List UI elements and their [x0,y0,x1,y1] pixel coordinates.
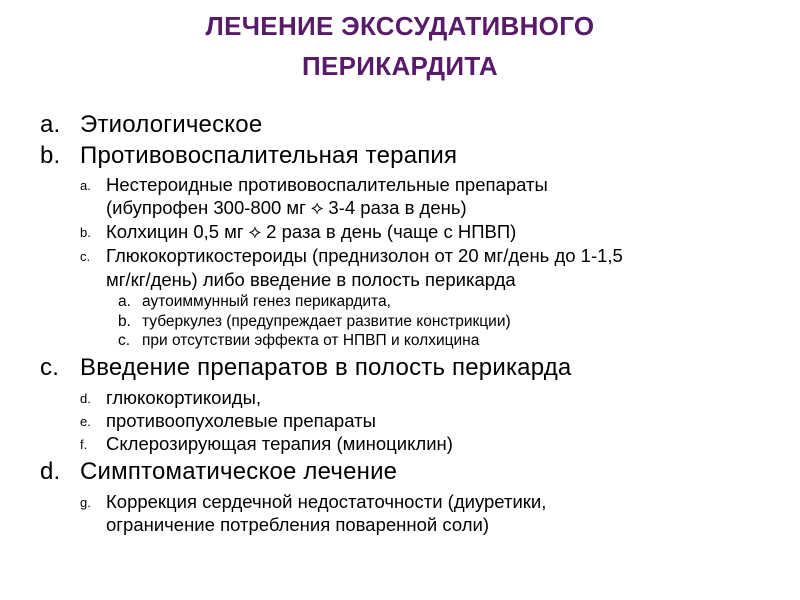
list-marker: f. [80,437,88,452]
list-marker: a. [40,111,61,138]
list-item-b-c [80,244,623,269]
list-item-text: Симптоматическое лечение [80,458,398,485]
list-item-b-a [80,173,548,198]
list-item-text: Противовоспалительная терапия [80,142,458,169]
list-item-b-c-continued: мг/кг/день) либо введение в полость перикарда [106,269,516,290]
list-marker: d. [80,391,91,406]
list-marker: d. [40,458,61,485]
list-item-a [40,110,262,140]
list-item-text: Нестероидные противовоспалительные препараты [106,174,548,195]
list-marker: a. [80,178,91,193]
list-marker: c. [118,332,131,349]
list-item-d-g [80,490,546,515]
list-item-b-a-continued: (ибупрофен 300-800 мг ⟡ 3-4 раза в день) [106,197,467,218]
list-item-c-e [80,409,376,434]
list-item-c-f [80,432,453,457]
list-item-c-d [80,386,261,411]
list-marker: b. [80,225,91,240]
list-marker: c. [40,354,60,381]
list-item-text: аутоиммунный генез перикардита, [142,293,391,310]
list-marker: e. [80,414,91,429]
list-item-text: Склерозирующая терапия (миноциклин) [106,433,453,454]
list-item-text: туберкулез (предупреждает развитие констрикции) [142,313,511,330]
list-item-text: при отсутствии эффекта от НПВП и колхицина [142,332,480,349]
list-item-b-c-b [118,312,511,331]
title-line-2: ПЕРИКАРДИТА [302,51,498,81]
list-item-text: глюкокортикоиды, [106,387,262,408]
list-item-b [40,141,457,171]
list-marker: g. [80,495,91,510]
list-marker: a. [118,293,131,310]
list-item-text: Глюкокортикостероиды (преднизолон от 20 мг/день до 1-1,5 [106,245,623,266]
list-item-text: Введение препаратов в полость перикарда [80,354,572,381]
list-item-d [40,457,397,487]
list-item-text: противоопухолевые препараты [106,410,376,431]
list-item-b-c-a [118,292,391,311]
list-item-text: Коррекция сердечной недостаточности (диуретики, [106,491,547,512]
list-item-c [40,353,571,383]
title-line-1: ЛЕЧЕНИЕ ЭКССУДАТИВНОГО [205,11,595,41]
list-item-text: Этиологическое [80,111,263,138]
list-item-text: Колхицин 0,5 мг ⟡ 2 раза в день (чаще с НПВП) [106,221,517,242]
list-marker: c. [80,249,91,264]
list-item-d-g-continued: ограничение потребления поваренной соли) [106,514,489,535]
list-item-b-c-c [118,331,479,350]
slide-title [120,6,680,86]
list-item-b-b [80,220,516,245]
list-marker: b. [118,313,131,330]
list-marker: b. [40,142,61,169]
